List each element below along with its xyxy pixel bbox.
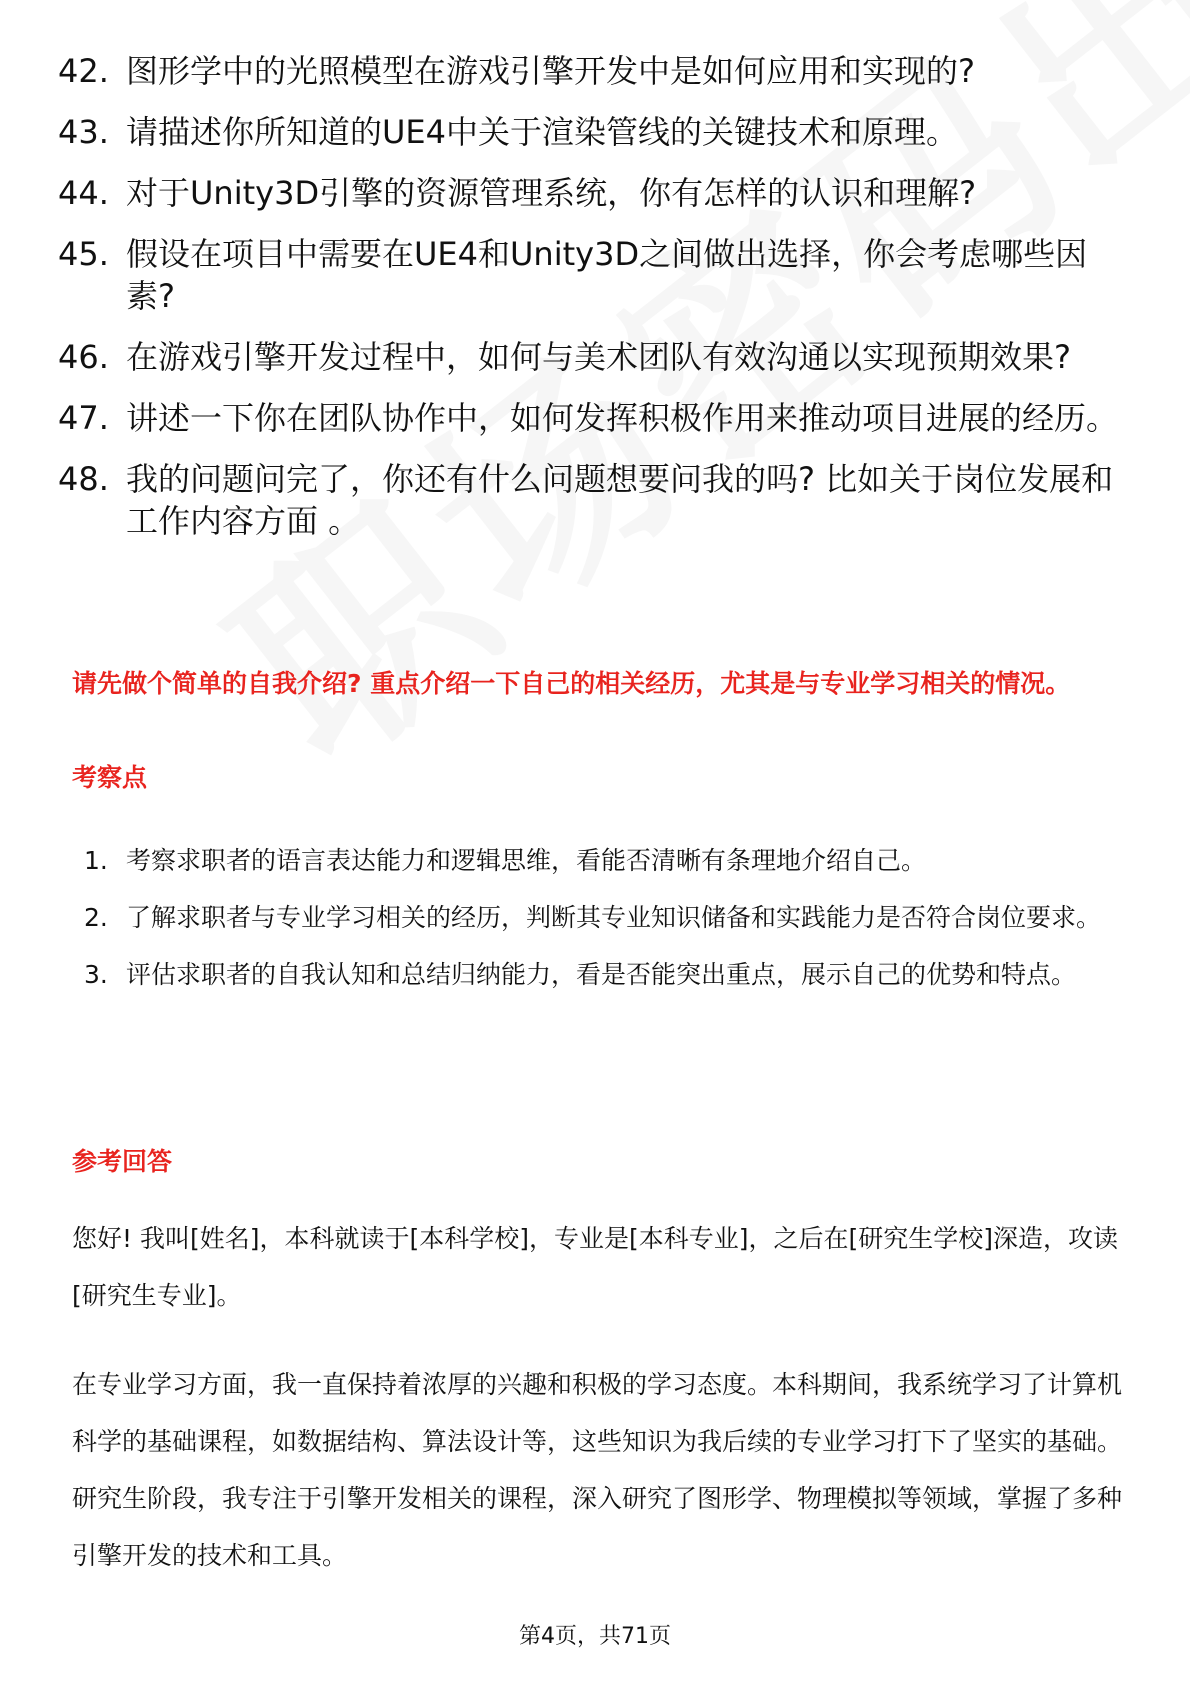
question-item [58,172,1128,214]
focus-point [84,946,1124,1003]
question-text: 假设在项目中需要在UE4和Unity3D之间做出选择，你会考虑哪些因素? [126,235,1088,315]
question-item [58,50,1128,92]
question-number: 42. [58,52,109,90]
focus-point [84,889,1124,946]
question-number: 46. [58,338,109,376]
focus-heading: 考察点 [72,763,148,792]
focus-point [84,832,1124,889]
question-text: 请描述你所知道的UE4中关于渲染管线的关键技术和原理。 [126,113,959,151]
main-question-heading: 请先做个简单的自我介绍? 重点介绍一下自己的相关经历，尤其是与专业学习相关的情况。 [72,669,1071,698]
question-text: 讲述一下你在团队协作中，如何发挥积极作用来推动项目进展的经历。 [126,399,1119,437]
answer-heading: 参考回答 [72,1147,173,1176]
question-list [58,50,1128,561]
question-text: 我的问题问完了，你还有什么问题想要问我的吗? 比如关于岗位发展和工作内容方面 。 [126,460,1114,540]
page-number: 第4页，共71页 [519,1624,671,1649]
answer-paragraph: 您好! 我叫[姓名]，本科就读于[本科学校]，专业是[本科专业]，之后在[研究生学校]深造，攻读[研究生专业]。 [72,1224,1118,1310]
question-text: 图形学中的光照模型在游戏引擎开发中是如何应用和实现的? [126,52,975,90]
question-number: 47. [58,399,109,437]
question-item [58,458,1128,542]
question-item [58,111,1128,153]
question-item [58,233,1128,317]
focus-point-text: 了解求职者与专业学习相关的经历，判断其专业知识储备和实践能力是否符合岗位要求。 [126,903,1102,932]
question-text: 在游戏引擎开发过程中，如何与美术团队有效沟通以实现预期效果? [126,338,1071,376]
question-text: 对于Unity3D引擎的资源管理系统，你有怎样的认识和理解? [126,174,977,212]
question-number: 43. [58,113,109,151]
focus-point-text: 考察求职者的语言表达能力和逻辑思维，看能否清晰有条理地介绍自己。 [126,846,927,875]
focus-point-text: 评估求职者的自我认知和总结归纳能力，看是否能突出重点，展示自己的优势和特点。 [126,960,1077,989]
question-number: 45. [58,235,109,273]
focus-point-list [84,832,1124,1003]
focus-point-number: 1. [84,846,108,875]
question-number: 48. [58,460,109,498]
question-number: 44. [58,174,109,212]
focus-point-number: 2. [84,903,108,932]
focus-point-number: 3. [84,960,108,989]
answer-paragraph: 在专业学习方面，我一直保持着浓厚的兴趣和积极的学习态度。本科期间，我系统学习了计算机科学的基础课程，如数据结构、算法设计等，这些知识为我后续的专业学习打下了坚实的基础。研究生阶段，我专注于引擎开发相关的课程，深入研究了图形学、物理模拟等领域，掌握了多种引擎开发的技术和工具。 [72,1370,1123,1570]
question-item [58,336,1128,378]
question-item [58,397,1128,439]
